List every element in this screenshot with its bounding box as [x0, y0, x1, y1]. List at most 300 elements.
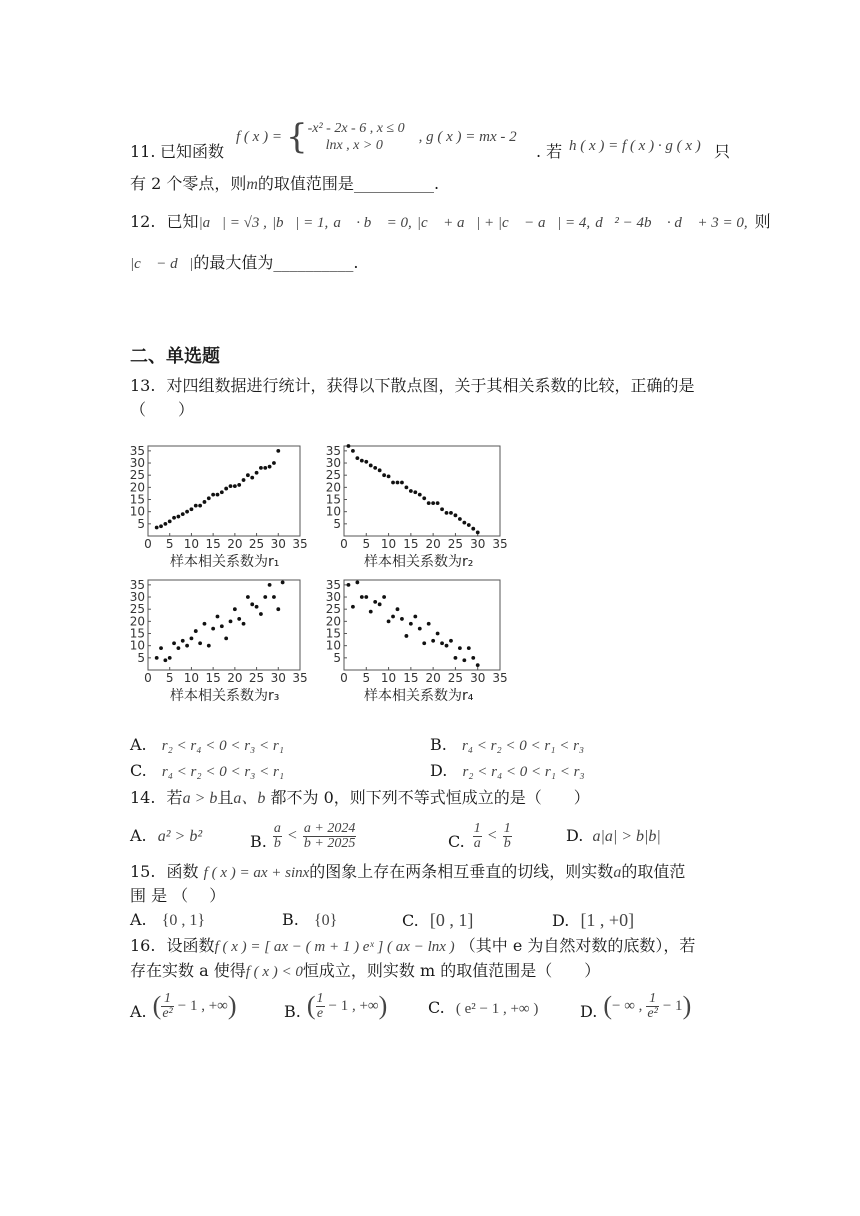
- plot-1-point: [181, 512, 185, 516]
- q14-option-b-label: B.: [250, 832, 267, 851]
- plot-2-ytick-label: 30: [325, 456, 341, 471]
- plot-1-xtick-label: 15: [205, 537, 221, 551]
- q15-line2: 围 是 （ ）: [130, 886, 226, 905]
- q16-b-num: 1: [316, 990, 324, 1006]
- plot-2-point: [405, 485, 409, 489]
- q16-d-num: 1: [646, 992, 658, 1007]
- plot-3-point: [163, 658, 167, 662]
- plot-1-xlabel: 样本相关系数为r₁: [170, 554, 280, 570]
- q16-option-c[interactable]: [428, 998, 538, 1019]
- q16-option-b-frac: [316, 992, 325, 1021]
- plot-4-xtick-label: 20: [425, 671, 441, 685]
- q11-mid: . 若: [536, 142, 563, 161]
- plot-3-point: [246, 595, 250, 599]
- q14-post: 都不为 0，则下列不等式恒成立的是（ ）: [270, 788, 590, 807]
- plot-4-point: [462, 658, 466, 662]
- plot-4-point: [454, 656, 458, 660]
- plot-4-point: [440, 641, 444, 645]
- q12-line2: [130, 253, 358, 274]
- q16-option-b-label: B.: [284, 1002, 301, 1021]
- q11-piece-1: -x² - 2x - 6 , x ≤ 0: [307, 121, 405, 136]
- q11-answer-blank[interactable]: __________: [353, 174, 434, 193]
- q15-number: 15.: [130, 862, 156, 881]
- plot-1-point: [168, 520, 172, 524]
- q15-option-d-label: D.: [552, 911, 570, 930]
- plot-3-point: [203, 622, 207, 626]
- plot-2-point: [413, 490, 417, 494]
- plot-4-point: [467, 646, 471, 650]
- plot-3-point: [168, 656, 172, 660]
- q14-option-c[interactable]: [448, 814, 512, 858]
- plot-3-xtick-label: 0: [144, 671, 152, 685]
- plot-2-point: [400, 481, 404, 485]
- plot-2-point: [355, 456, 359, 460]
- plot-3-point: [177, 646, 181, 650]
- plot-4-point: [471, 656, 475, 660]
- plot-2-point: [449, 511, 453, 515]
- plot-2-point: [373, 466, 377, 470]
- q11-var-m: m: [246, 176, 258, 193]
- q16-option-c-label: C.: [428, 998, 445, 1017]
- plot-4-point: [378, 602, 382, 606]
- plot-2-ytick-label: 20: [325, 480, 341, 495]
- plot-1-ytick-label: 5: [137, 516, 145, 531]
- q16-option-a-frac: [161, 992, 173, 1021]
- q14-b-lhs-num: a: [273, 820, 281, 836]
- q13-option-c-text: r₄ < r₂ < 0 < r₃ < r₁: [161, 764, 285, 780]
- q15-option-a-label: A.: [130, 910, 147, 929]
- q13-option-d-text: r₂ < r₄ < 0 < r₁ < r₃: [462, 764, 585, 780]
- plot-1-point: [211, 493, 215, 497]
- plot-4-point: [347, 583, 351, 587]
- plot-3-point: [216, 615, 220, 619]
- plot-3-point: [194, 629, 198, 633]
- q14-pre: 若: [166, 788, 183, 807]
- plot-1-point: [224, 487, 228, 491]
- plot-2-point: [445, 511, 449, 515]
- plot-2-point: [467, 523, 471, 527]
- q11-line2-b: 的取值范围是: [257, 174, 354, 193]
- plot-2-xtick-label: 15: [403, 537, 419, 551]
- plot-3-xtick-label: 30: [270, 671, 286, 685]
- q14-c-rhs-den: b: [503, 835, 511, 851]
- q14-number: 14.: [130, 788, 156, 807]
- plot-2-xtick-label: 5: [362, 537, 371, 551]
- q12-prefix: 已知: [166, 212, 199, 231]
- plot-4-point: [405, 634, 409, 638]
- q11-pieces: [308, 120, 405, 154]
- plot-2-point: [387, 475, 391, 479]
- q16-b-rparen: ): [378, 991, 388, 1020]
- plot-2-point: [360, 459, 364, 463]
- q16-line1: [130, 936, 695, 957]
- q12-expr: |c⃗ − d⃗|: [130, 256, 194, 272]
- q16-pre: 设函数: [166, 936, 215, 955]
- plot-4-point: [373, 600, 377, 604]
- plot-3-point: [272, 595, 276, 599]
- q14-line1: [130, 788, 590, 809]
- plot-3-xtick-label: 5: [165, 671, 174, 685]
- plot-3-point: [255, 605, 259, 609]
- plot-1-point: [198, 504, 202, 508]
- q16-option-d-pre: − ∞ ,: [612, 998, 643, 1014]
- q14-c-rhs-num: 1: [503, 820, 511, 836]
- plot-1-point: [259, 466, 263, 470]
- plot-4-point: [396, 607, 400, 611]
- q13-option-d-label: D.: [430, 761, 448, 780]
- q12-cond-1: |a⃗| = √3 ,: [198, 215, 267, 231]
- q11-f-lhs: f ( x ) =: [236, 128, 282, 145]
- q11-line2-a: 有 2 个零点，则: [130, 174, 247, 193]
- plot-4-point: [364, 595, 368, 599]
- q14-option-d-text: a|a| > b|b|: [592, 828, 661, 845]
- plot-1-point: [268, 465, 272, 469]
- q12-cond-4: |c⃗ + a⃗| + |c⃗ − a⃗| = 4,: [416, 215, 591, 231]
- plot-4-ytick-label: 30: [325, 590, 341, 605]
- q13-paren: （ ）: [130, 400, 195, 419]
- plot-2-ytick-label: 15: [325, 492, 341, 507]
- plot-1-ytick-label: 30: [129, 456, 145, 471]
- plot-2-xtick-label: 25: [447, 537, 464, 551]
- plot-4-xtick-label: 10: [380, 671, 397, 685]
- plot-3-point: [233, 607, 237, 611]
- plot-4-point: [422, 641, 426, 645]
- plot-3-ytick-label: 35: [129, 577, 145, 592]
- plot-4-point: [391, 615, 395, 619]
- plot-2-point: [364, 460, 368, 464]
- plot-3-xlabel: 样本相关系数为r₃: [170, 688, 280, 704]
- q12-answer-blank[interactable]: __________: [273, 253, 354, 272]
- q16-option-a-rest: − 1 , +∞: [177, 998, 228, 1014]
- plot-2-xtick-label: 20: [425, 537, 441, 551]
- plot-2-ytick-label: 10: [325, 504, 341, 519]
- plot-1-point: [237, 483, 241, 487]
- plot-1-point: [203, 500, 207, 504]
- plot-2-xtick-label: 30: [470, 537, 486, 551]
- q12-cond-2: |b⃗| = 1,: [271, 215, 329, 231]
- plot-3-xtick-label: 15: [205, 671, 221, 685]
- plot-2-xlabel: 样本相关系数为r₂: [364, 554, 474, 570]
- plot-1-point: [177, 515, 181, 519]
- plot-4-xtick-label: 15: [403, 671, 419, 685]
- plot-4-ytick-label: 15: [325, 626, 341, 641]
- plot-2-point: [471, 527, 475, 531]
- q14-b-lhs-den: b: [273, 835, 281, 851]
- q14-option-c-lt: <: [487, 827, 497, 844]
- plot-3-point: [172, 641, 176, 645]
- plot-2-point: [431, 501, 435, 505]
- plot-2-point: [462, 521, 466, 525]
- q15-option-a[interactable]: [130, 910, 205, 931]
- plot-1-ytick-label: 35: [129, 443, 145, 458]
- plot-2-ytick-label: 35: [325, 443, 341, 458]
- q12-tail: 则: [754, 212, 771, 231]
- plot-4-point: [458, 646, 462, 650]
- q14-option-a-label: A.: [130, 826, 147, 845]
- plot-3-ytick-label: 10: [129, 638, 145, 653]
- section-title-single-choice: 二、单选题: [130, 346, 220, 367]
- plot-2-point: [396, 481, 400, 485]
- plot-1-point: [163, 522, 167, 526]
- plot-4-xtick-label: 0: [340, 671, 348, 685]
- q11-prefix: 已知函数: [160, 142, 225, 161]
- plot-4-point: [418, 627, 422, 631]
- plot-4-point: [476, 663, 480, 667]
- plot-4-ytick-label: 25: [325, 602, 341, 617]
- q14-option-c-rhs: [503, 822, 512, 851]
- plot-1-point: [272, 461, 276, 465]
- q15-func: f ( x ) = ax + sinx: [203, 865, 310, 881]
- plot-4-xtick-label: 35: [492, 671, 508, 685]
- q16-line2-a: 存在实数 a 使得: [130, 961, 246, 980]
- plot-1-point: [159, 524, 163, 528]
- q14-b-rhs-den: b + 2025: [303, 835, 356, 851]
- plot-1-ytick-label: 20: [129, 480, 145, 495]
- plot-4-xtick-label: 25: [447, 671, 464, 685]
- plot-3-point: [198, 641, 202, 645]
- q11-brace: {: [285, 117, 308, 157]
- q15-option-c-text: [0 , 1]: [429, 910, 474, 930]
- q13-option-b-text: r₄ < r₂ < 0 < r₁ < r₃: [461, 738, 585, 754]
- plot-4-point: [400, 617, 404, 621]
- plot-1-xtick-label: 20: [227, 537, 243, 551]
- q15-option-b[interactable]: [282, 910, 337, 931]
- q15-option-c[interactable]: [402, 910, 473, 931]
- q13-option-d[interactable]: [430, 761, 585, 782]
- plot-3-ytick-label: 25: [129, 602, 145, 617]
- plot-3-xtick-label: 35: [292, 671, 308, 685]
- plot-4-xlabel: 样本相关系数为r₄: [364, 688, 474, 704]
- q14-option-b-rhs: [303, 822, 356, 851]
- plot-1-xtick-label: 30: [270, 537, 286, 551]
- plot-3-point: [224, 636, 228, 640]
- plot-2-point: [351, 449, 355, 453]
- q14-option-d[interactable]: [566, 826, 661, 847]
- q16-d-lparen: (: [603, 991, 613, 1020]
- q11-tail: 只: [714, 142, 731, 161]
- plot-4-ytick-label: 5: [333, 650, 341, 665]
- q16-b-lparen: (: [306, 991, 316, 1020]
- q13-text: 对四组数据进行统计，获得以下散点图，关于其相关系数的比较，正确的是: [166, 376, 695, 395]
- plot-4-point: [351, 605, 355, 609]
- q13-option-c[interactable]: [130, 761, 284, 782]
- q16-post: （其中 e 为自然对数的底数），若: [459, 936, 696, 955]
- q14-c-lhs-den: a: [473, 835, 481, 851]
- q16-line2-b: 恒成立，则实数 m 的取值范围是（ ）: [302, 961, 601, 980]
- plot-1-xtick-label: 0: [144, 537, 152, 551]
- q15-var: a: [613, 864, 622, 881]
- plot-3-ytick-label: 15: [129, 626, 145, 641]
- q16-b-den: e: [316, 1005, 324, 1021]
- q11-h-def: h ( x ) = f ( x ) · g ( x ): [569, 138, 701, 154]
- plot-4-point: [427, 622, 431, 626]
- plot-4-xtick-label: 5: [362, 671, 371, 685]
- plot-2-xtick-label: 0: [340, 537, 348, 551]
- plot-4-point: [387, 619, 391, 623]
- q15-option-a-text: {0 , 1}: [161, 912, 206, 929]
- q15-option-c-label: C.: [402, 911, 419, 930]
- q11-line2: [130, 174, 439, 195]
- plot-4-point: [445, 644, 449, 648]
- plot-1-point: [190, 507, 194, 511]
- plot-2-point: [458, 517, 462, 521]
- plot-3-point: [181, 639, 185, 643]
- scatter-plot-grid: [120, 436, 520, 706]
- plot-1-point: [216, 493, 220, 497]
- q16-line2: [130, 961, 600, 982]
- plot-3-point: [250, 602, 254, 606]
- plot-1-point: [172, 516, 176, 520]
- plot-3-point: [229, 619, 233, 623]
- q16-option-d[interactable]: [580, 986, 691, 1026]
- plot-2-point: [382, 473, 386, 477]
- plot-3-ytick-label: 20: [129, 614, 145, 629]
- plot-1-xtick-label: 25: [248, 537, 265, 551]
- q13-option-a-text: r₂ < r₄ < 0 < r₃ < r₁: [161, 738, 284, 754]
- q12-number: 12.: [130, 212, 156, 231]
- q16-option-a[interactable]: [130, 986, 237, 1026]
- plot-4-point: [355, 581, 359, 585]
- q14-b-rhs-num: a + 2024: [303, 820, 356, 836]
- q13-line1: [130, 376, 695, 396]
- plot-1-point: [233, 484, 237, 488]
- q13-number: 13.: [130, 376, 156, 395]
- q15-option-d-text: [1 , +0]: [580, 910, 635, 930]
- q15-line1: [130, 862, 685, 883]
- plot-3-point: [185, 644, 189, 648]
- q15-post2: 的取值范: [621, 862, 686, 881]
- plot-2-point: [378, 468, 382, 472]
- plot-4-point: [360, 595, 364, 599]
- q13-option-c-label: C.: [130, 761, 147, 780]
- plot-2-point: [427, 501, 431, 505]
- q14-option-a-text: a² > b²: [157, 828, 203, 845]
- q16-option-d-rest: − 1: [662, 998, 683, 1014]
- plot-1-point: [220, 490, 224, 494]
- plot-4-point: [431, 639, 435, 643]
- q12-line2-text: 的最大值为: [193, 253, 274, 272]
- q11-number: 11.: [130, 142, 156, 161]
- plot-4-point: [382, 595, 386, 599]
- plot-2-xtick-label: 35: [492, 537, 508, 551]
- plot-1-point: [229, 484, 233, 488]
- plot-3-point: [259, 612, 263, 616]
- q14-c-lhs-num: 1: [473, 820, 481, 836]
- plot-2-point: [391, 481, 395, 485]
- plot-1-point: [250, 476, 254, 480]
- q16-d-den: e²: [647, 1005, 658, 1021]
- q16-d-rparen: ): [682, 991, 692, 1020]
- plot-2-point: [436, 501, 440, 505]
- plot-4-point: [409, 622, 413, 626]
- q16-option-a-label: A.: [130, 1002, 147, 1021]
- plot-1-xtick-label: 35: [292, 537, 308, 551]
- q14-option-b[interactable]: [250, 814, 356, 858]
- q11-piecewise-function: [236, 112, 517, 162]
- plot-3-point: [155, 656, 159, 660]
- plot-4-ytick-label: 35: [325, 577, 341, 592]
- plot-1-xtick-label: 10: [183, 537, 200, 551]
- plot-1-point: [276, 449, 280, 453]
- plot-2-point: [347, 444, 351, 448]
- q14-option-a[interactable]: [130, 826, 202, 847]
- plot-4-point: [413, 615, 417, 619]
- q12-line1: [130, 212, 771, 233]
- plot-4-point: [436, 632, 440, 636]
- q13-option-b-label: B.: [430, 735, 447, 754]
- q15-option-d[interactable]: [552, 910, 634, 931]
- q12-end: .: [353, 253, 359, 272]
- plot-3-point: [242, 622, 246, 626]
- plot-2-point: [454, 513, 458, 517]
- q14-option-b-lt: <: [287, 827, 297, 844]
- plot-4-point: [449, 639, 453, 643]
- plot-1-xtick-label: 5: [165, 537, 174, 551]
- plot-3-point: [220, 624, 224, 628]
- q15-pre: 函数: [166, 862, 199, 881]
- q16-option-c-text: ( e² − 1 , +∞ ): [455, 1001, 539, 1017]
- plot-2-point: [476, 530, 480, 534]
- q14-mid: 且: [217, 788, 234, 807]
- q16-func: f ( x ) = [ ax − ( m + 1 ) eˣ ] ( ax − lnx ): [214, 939, 455, 955]
- plot-1-point: [185, 510, 189, 514]
- plot-2-xtick-label: 10: [380, 537, 397, 551]
- plot-2-point: [422, 496, 426, 500]
- q14-option-c-label: C.: [448, 832, 465, 851]
- q14-option-b-lhs: [273, 822, 282, 851]
- q11-end: .: [433, 174, 440, 193]
- plot-4-xtick-label: 30: [470, 671, 486, 685]
- q16-a-num: 1: [161, 992, 173, 1007]
- plot-1-point: [155, 526, 159, 530]
- plot-1-point: [255, 471, 259, 475]
- plot-2-ytick-label: 5: [333, 516, 341, 531]
- plot-3-point: [281, 581, 285, 585]
- q15-post: 的图象上存在两条相互垂直的切线，则实数: [309, 862, 614, 881]
- q16-option-b[interactable]: [284, 986, 387, 1026]
- q16-option-b-rest: − 1 , +∞: [328, 998, 379, 1014]
- q13-option-a[interactable]: [130, 735, 284, 756]
- q11-piece-2: lnx , x > 0: [325, 138, 383, 153]
- plot-3-point: [211, 627, 215, 631]
- q16-cond: f ( x ) < 0: [245, 964, 303, 980]
- plot-1-ytick-label: 25: [129, 468, 145, 483]
- q16-a-rparen: ): [227, 991, 237, 1020]
- q15-option-b-label: B.: [282, 910, 299, 929]
- plot-3-xtick-label: 25: [248, 671, 265, 685]
- plot-1-point: [263, 466, 267, 470]
- q12-cond-3: a⃗ · b⃗ = 0,: [333, 215, 412, 231]
- q12-cond-5: d⃗² − 4b⃗ · d⃗ + 3 = 0,: [595, 215, 748, 231]
- plot-2-ytick-label: 25: [325, 468, 341, 483]
- q14-option-d-label: D.: [566, 826, 584, 845]
- q16-a-den: e²: [162, 1005, 173, 1021]
- plot-3-point: [159, 646, 163, 650]
- plot-2-point: [418, 493, 422, 497]
- q16-option-d-frac: [646, 992, 658, 1021]
- q16-a-lparen: (: [152, 991, 162, 1020]
- plot-4-frame: [344, 580, 500, 670]
- q13-option-b[interactable]: [430, 735, 584, 756]
- q14-vars: a、b: [233, 790, 266, 807]
- q14-cond: a > b: [182, 790, 218, 807]
- plot-1-ytick-label: 10: [129, 504, 145, 519]
- q14-option-c-lhs: [473, 822, 482, 851]
- plot-2-point: [440, 507, 444, 511]
- plot-1-point: [246, 473, 250, 477]
- plot-2-point: [369, 464, 373, 468]
- plot-3-point: [237, 617, 241, 621]
